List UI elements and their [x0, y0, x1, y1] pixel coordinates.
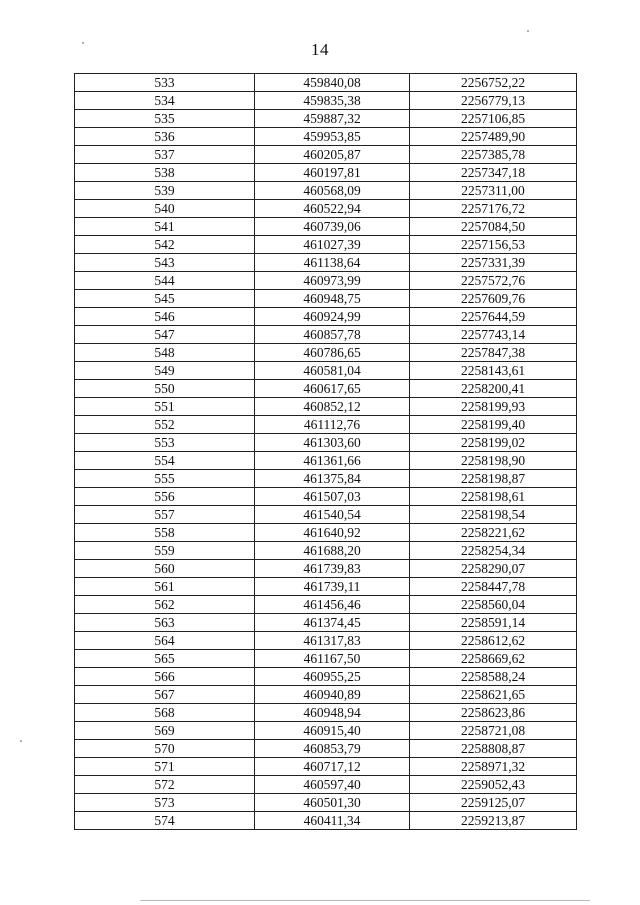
point-number-cell: 550: [75, 380, 255, 398]
table-row: [75, 560, 577, 578]
table-row: [75, 272, 577, 290]
x-coordinate-cell: 460955,25: [255, 668, 410, 686]
x-coordinate-cell: 460501,30: [255, 794, 410, 812]
point-number-cell: 553: [75, 434, 255, 452]
point-number-cell: 562: [75, 596, 255, 614]
table-row: [75, 92, 577, 110]
scan-speck: [20, 740, 22, 742]
y-coordinate-cell: 2257847,38: [410, 344, 577, 362]
x-coordinate-cell: 461303,60: [255, 434, 410, 452]
table-row: [75, 524, 577, 542]
y-coordinate-cell: 2257743,14: [410, 326, 577, 344]
y-coordinate-cell: 2258621,65: [410, 686, 577, 704]
x-coordinate-cell: 460853,79: [255, 740, 410, 758]
point-number-cell: 540: [75, 200, 255, 218]
x-coordinate-cell: 460924,99: [255, 308, 410, 326]
table-row: [75, 632, 577, 650]
point-number-cell: 538: [75, 164, 255, 182]
point-number-cell: 573: [75, 794, 255, 812]
point-number-cell: 560: [75, 560, 255, 578]
point-number-cell: 564: [75, 632, 255, 650]
point-number-cell: 563: [75, 614, 255, 632]
y-coordinate-cell: 2258254,34: [410, 542, 577, 560]
x-coordinate-cell: 460786,65: [255, 344, 410, 362]
point-number-cell: 535: [75, 110, 255, 128]
x-coordinate-cell: 460581,04: [255, 362, 410, 380]
x-coordinate-cell: 461739,83: [255, 560, 410, 578]
x-coordinate-cell: 459953,85: [255, 128, 410, 146]
table-row: [75, 218, 577, 236]
table-row: [75, 110, 577, 128]
point-number-cell: 548: [75, 344, 255, 362]
point-number-cell: 569: [75, 722, 255, 740]
x-coordinate-cell: 460973,99: [255, 272, 410, 290]
point-number-cell: 570: [75, 740, 255, 758]
table-row: [75, 128, 577, 146]
y-coordinate-cell: 2258808,87: [410, 740, 577, 758]
table-row: [75, 182, 577, 200]
point-number-cell: 545: [75, 290, 255, 308]
point-number-cell: 539: [75, 182, 255, 200]
point-number-cell: 534: [75, 92, 255, 110]
x-coordinate-cell: 460948,75: [255, 290, 410, 308]
y-coordinate-cell: 2258200,41: [410, 380, 577, 398]
table-row: [75, 704, 577, 722]
table-row: [75, 74, 577, 92]
table-row: [75, 506, 577, 524]
y-coordinate-cell: 2258669,62: [410, 650, 577, 668]
point-number-cell: 557: [75, 506, 255, 524]
y-coordinate-cell: 2257489,90: [410, 128, 577, 146]
y-coordinate-cell: 2257331,39: [410, 254, 577, 272]
table-row: [75, 254, 577, 272]
bottom-edge-line: [140, 900, 590, 901]
table-row: [75, 452, 577, 470]
x-coordinate-cell: 460205,87: [255, 146, 410, 164]
x-coordinate-cell: 460940,89: [255, 686, 410, 704]
point-number-cell: 574: [75, 812, 255, 830]
x-coordinate-cell: 461739,11: [255, 578, 410, 596]
table-row: [75, 164, 577, 182]
y-coordinate-cell: 2258199,02: [410, 434, 577, 452]
point-number-cell: 547: [75, 326, 255, 344]
y-coordinate-cell: 2256779,13: [410, 92, 577, 110]
table-row: [75, 200, 577, 218]
point-number-cell: 567: [75, 686, 255, 704]
table-row: [75, 614, 577, 632]
x-coordinate-cell: 461112,76: [255, 416, 410, 434]
table-row: [75, 416, 577, 434]
scan-speck: [82, 42, 84, 44]
x-coordinate-cell: 461374,45: [255, 614, 410, 632]
y-coordinate-cell: 2257106,85: [410, 110, 577, 128]
y-coordinate-cell: 2258198,87: [410, 470, 577, 488]
y-coordinate-cell: 2258143,61: [410, 362, 577, 380]
y-coordinate-cell: 2258560,04: [410, 596, 577, 614]
x-coordinate-cell: 460739,06: [255, 218, 410, 236]
point-number-cell: 559: [75, 542, 255, 560]
y-coordinate-cell: 2258612,62: [410, 632, 577, 650]
y-coordinate-cell: 2259052,43: [410, 776, 577, 794]
y-coordinate-cell: 2257176,72: [410, 200, 577, 218]
x-coordinate-cell: 460522,94: [255, 200, 410, 218]
x-coordinate-cell: 461375,84: [255, 470, 410, 488]
y-coordinate-cell: 2258198,54: [410, 506, 577, 524]
y-coordinate-cell: 2258199,93: [410, 398, 577, 416]
x-coordinate-cell: 460857,78: [255, 326, 410, 344]
x-coordinate-cell: 460568,09: [255, 182, 410, 200]
y-coordinate-cell: 2257609,76: [410, 290, 577, 308]
table-row: [75, 722, 577, 740]
x-coordinate-cell: 460852,12: [255, 398, 410, 416]
coordinates-table-body: [75, 74, 577, 830]
y-coordinate-cell: 2258721,08: [410, 722, 577, 740]
point-number-cell: 572: [75, 776, 255, 794]
x-coordinate-cell: 461027,39: [255, 236, 410, 254]
table-row: [75, 290, 577, 308]
point-number-cell: 566: [75, 668, 255, 686]
y-coordinate-cell: 2258447,78: [410, 578, 577, 596]
x-coordinate-cell: 460915,40: [255, 722, 410, 740]
y-coordinate-cell: 2256752,22: [410, 74, 577, 92]
scan-speck: [527, 30, 529, 32]
x-coordinate-cell: 460617,65: [255, 380, 410, 398]
x-coordinate-cell: 461456,46: [255, 596, 410, 614]
table-row: [75, 578, 577, 596]
y-coordinate-cell: 2257084,50: [410, 218, 577, 236]
point-number-cell: 551: [75, 398, 255, 416]
table-row: [75, 326, 577, 344]
y-coordinate-cell: 2257311,00: [410, 182, 577, 200]
x-coordinate-cell: 461540,54: [255, 506, 410, 524]
y-coordinate-cell: 2257644,59: [410, 308, 577, 326]
point-number-cell: 565: [75, 650, 255, 668]
y-coordinate-cell: 2259125,07: [410, 794, 577, 812]
table-row: [75, 668, 577, 686]
x-coordinate-cell: 460948,94: [255, 704, 410, 722]
y-coordinate-cell: 2258199,40: [410, 416, 577, 434]
page-number: 14: [311, 40, 329, 59]
table-row: [75, 794, 577, 812]
table-row: [75, 344, 577, 362]
x-coordinate-cell: 461361,66: [255, 452, 410, 470]
table-row: [75, 488, 577, 506]
x-coordinate-cell: 461507,03: [255, 488, 410, 506]
point-number-cell: 554: [75, 452, 255, 470]
table-row: [75, 380, 577, 398]
x-coordinate-cell: 461138,64: [255, 254, 410, 272]
point-number-cell: 546: [75, 308, 255, 326]
coordinates-table: [74, 73, 577, 830]
point-number-cell: 556: [75, 488, 255, 506]
x-coordinate-cell: 461640,92: [255, 524, 410, 542]
point-number-cell: 549: [75, 362, 255, 380]
point-number-cell: 555: [75, 470, 255, 488]
x-coordinate-cell: 459887,32: [255, 110, 410, 128]
table-row: [75, 758, 577, 776]
point-number-cell: 568: [75, 704, 255, 722]
point-number-cell: 537: [75, 146, 255, 164]
point-number-cell: 571: [75, 758, 255, 776]
point-number-cell: 533: [75, 74, 255, 92]
y-coordinate-cell: 2258198,90: [410, 452, 577, 470]
x-coordinate-cell: 460717,12: [255, 758, 410, 776]
point-number-cell: 536: [75, 128, 255, 146]
point-number-cell: 542: [75, 236, 255, 254]
x-coordinate-cell: 461167,50: [255, 650, 410, 668]
x-coordinate-cell: 459835,38: [255, 92, 410, 110]
x-coordinate-cell: 460411,34: [255, 812, 410, 830]
table-row: [75, 650, 577, 668]
point-number-cell: 541: [75, 218, 255, 236]
table-row: [75, 812, 577, 830]
table-row: [75, 542, 577, 560]
y-coordinate-cell: 2257156,53: [410, 236, 577, 254]
table-row: [75, 740, 577, 758]
y-coordinate-cell: 2257572,76: [410, 272, 577, 290]
y-coordinate-cell: 2258591,14: [410, 614, 577, 632]
y-coordinate-cell: 2259213,87: [410, 812, 577, 830]
point-number-cell: 552: [75, 416, 255, 434]
table-row: [75, 236, 577, 254]
table-row: [75, 362, 577, 380]
table-row: [75, 398, 577, 416]
x-coordinate-cell: 459840,08: [255, 74, 410, 92]
y-coordinate-cell: 2257385,78: [410, 146, 577, 164]
table-row: [75, 686, 577, 704]
point-number-cell: 558: [75, 524, 255, 542]
x-coordinate-cell: 460597,40: [255, 776, 410, 794]
y-coordinate-cell: 2258198,61: [410, 488, 577, 506]
x-coordinate-cell: 461688,20: [255, 542, 410, 560]
table-row: [75, 470, 577, 488]
table-row: [75, 308, 577, 326]
table-row: [75, 776, 577, 794]
table-row: [75, 434, 577, 452]
y-coordinate-cell: 2258971,32: [410, 758, 577, 776]
y-coordinate-cell: 2258221,62: [410, 524, 577, 542]
point-number-cell: 544: [75, 272, 255, 290]
y-coordinate-cell: 2258623,86: [410, 704, 577, 722]
y-coordinate-cell: 2258588,24: [410, 668, 577, 686]
point-number-cell: 543: [75, 254, 255, 272]
point-number-cell: 561: [75, 578, 255, 596]
y-coordinate-cell: 2257347,18: [410, 164, 577, 182]
x-coordinate-cell: 460197,81: [255, 164, 410, 182]
y-coordinate-cell: 2258290,07: [410, 560, 577, 578]
table-row: [75, 596, 577, 614]
x-coordinate-cell: 461317,83: [255, 632, 410, 650]
table-row: [75, 146, 577, 164]
